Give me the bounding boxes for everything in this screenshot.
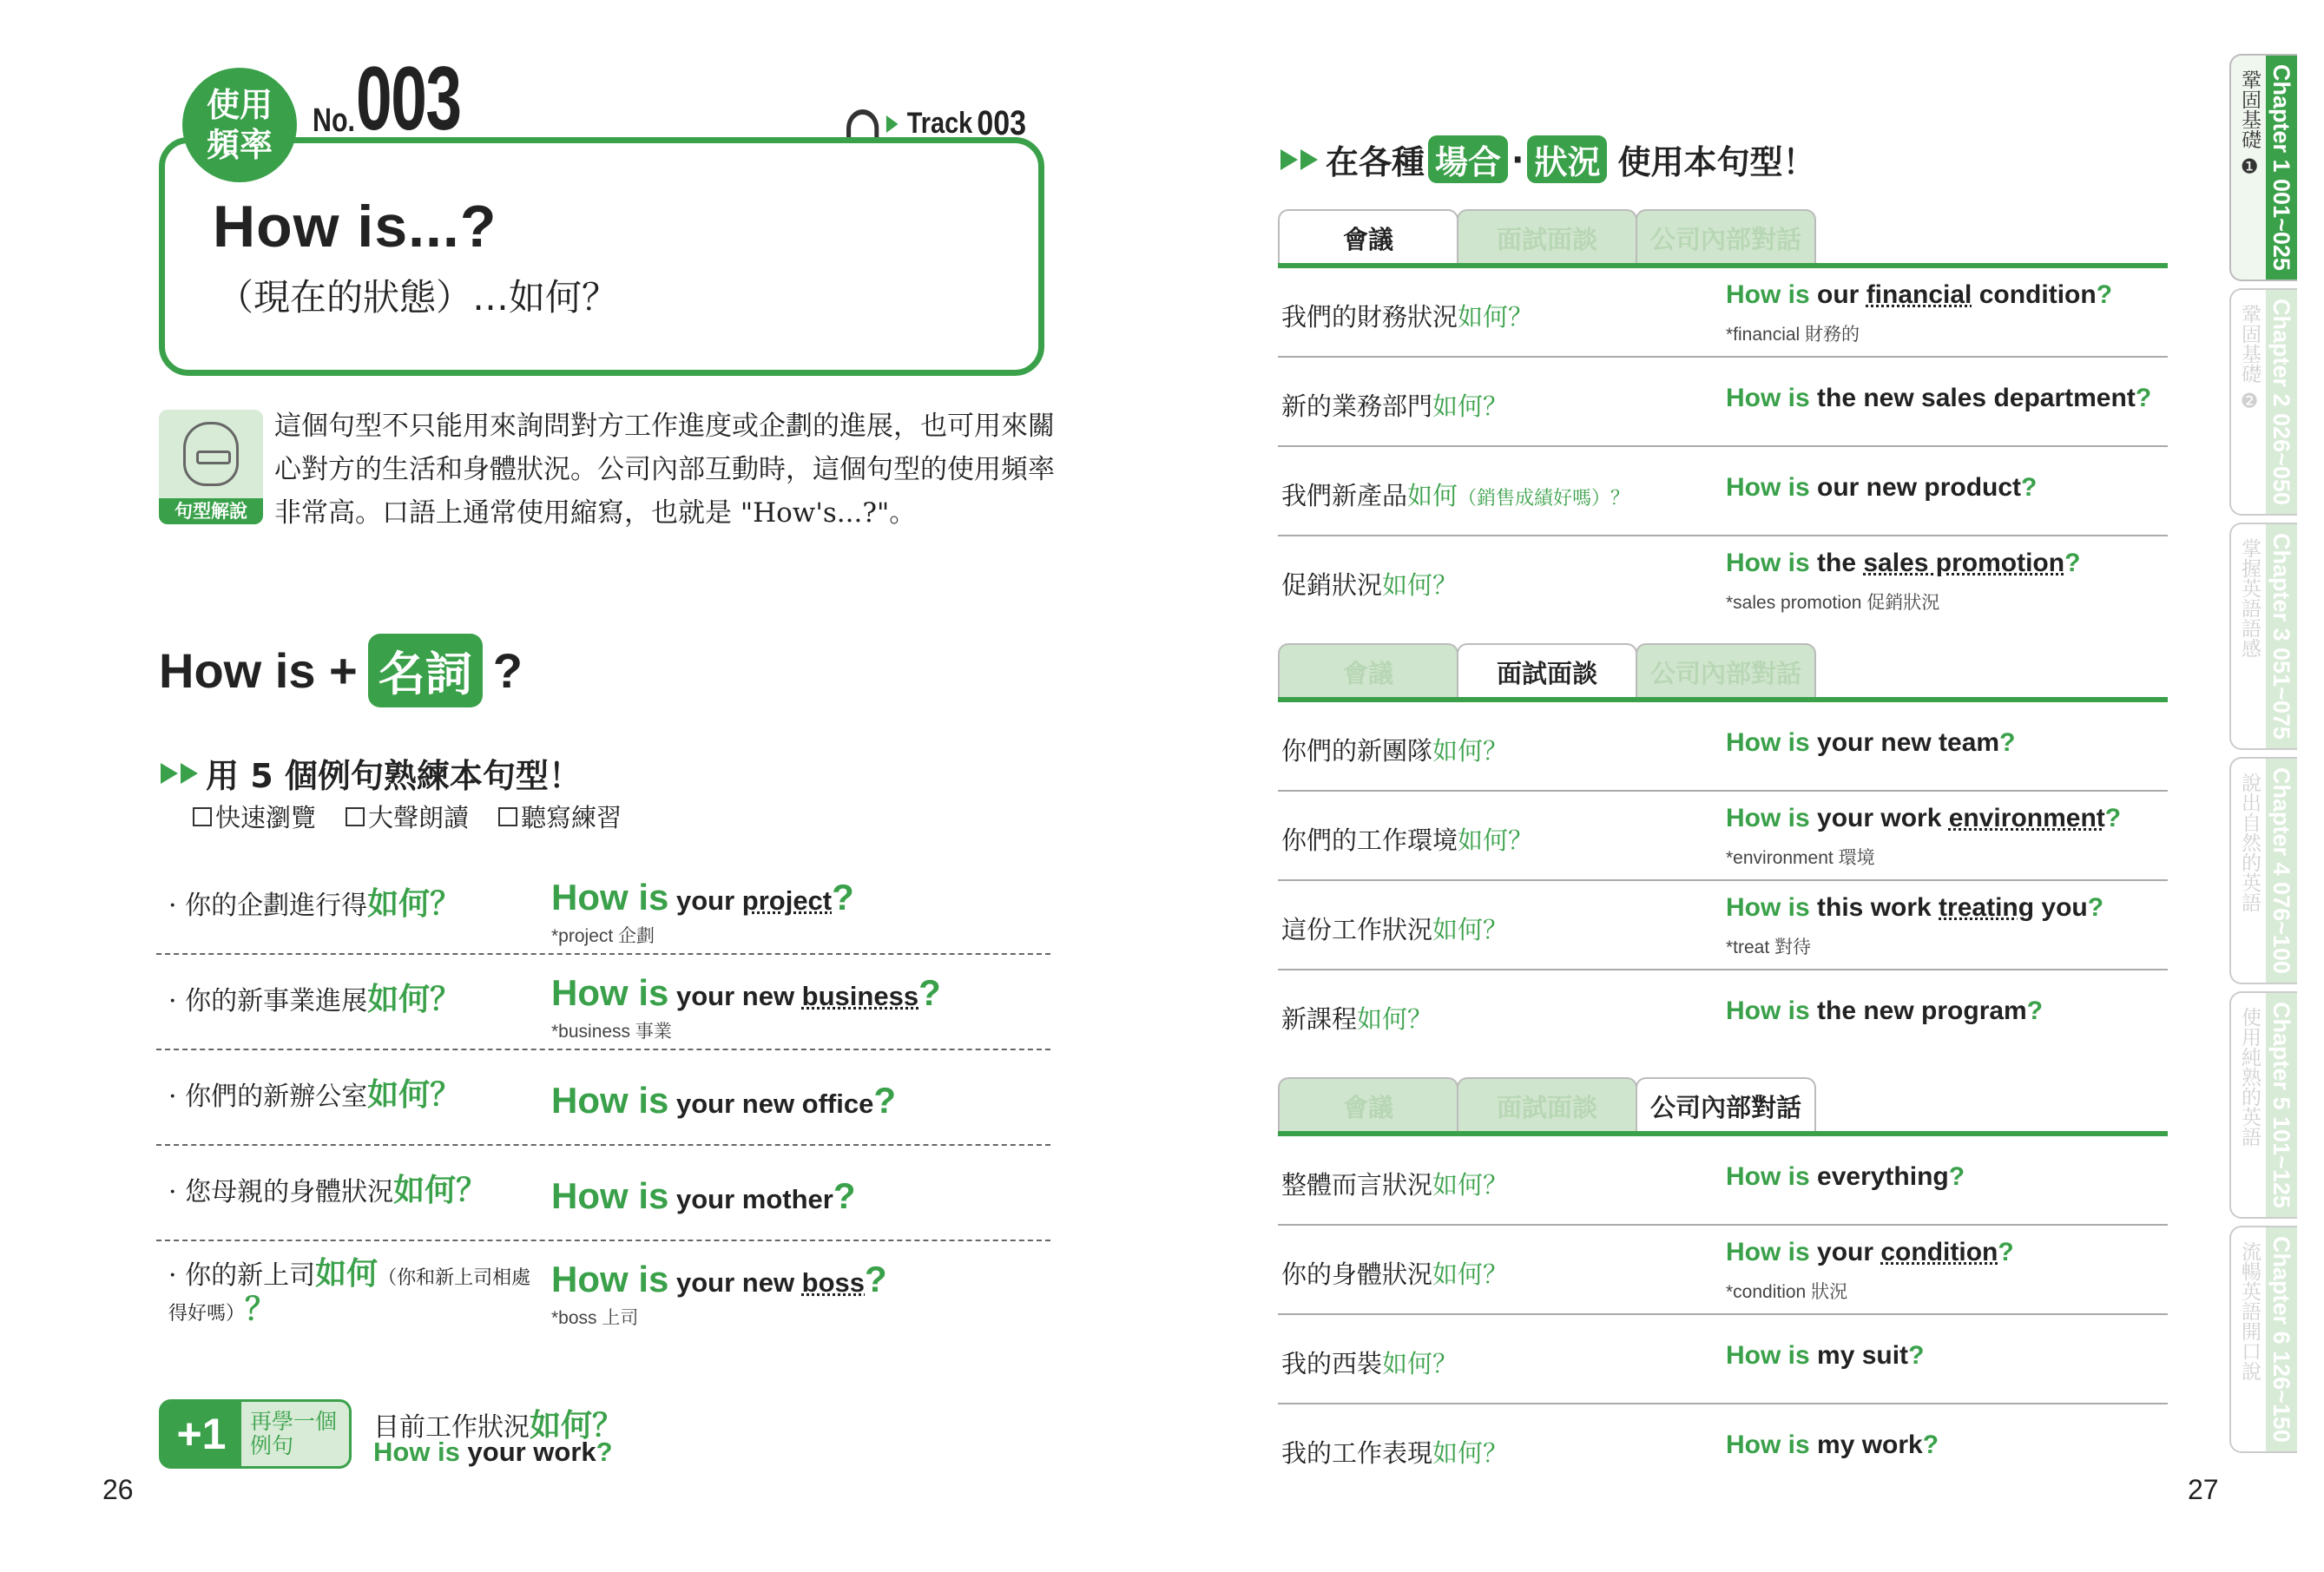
chapter-label: Chapter 3 051~075 xyxy=(2266,524,2297,748)
vocab-note: *environment 環境 xyxy=(1726,848,1875,868)
sentence-table-meeting xyxy=(1278,268,2168,626)
frequency-badge xyxy=(182,68,297,182)
chapter-label: Chapter 1 001~025 xyxy=(2266,56,2297,280)
chapter-subtitle: 鞏固基礎 ❷ xyxy=(2238,304,2261,413)
sentence-chinese: 新的業務部門如何？ xyxy=(1281,391,1509,421)
chapter-label: Chapter 2 026~050 xyxy=(2266,290,2297,514)
sentence-english: How is your work environment? xyxy=(1726,804,2122,832)
chapter-subtitle: 掌握英語語感 xyxy=(2238,538,2261,658)
usage-pill-condition: 狀況 xyxy=(1527,135,1607,183)
bonus-label: 再學一個 例句 xyxy=(250,1409,338,1458)
checkbox-label: 快速瀏覽 xyxy=(215,803,317,832)
headphones-icon xyxy=(846,109,879,139)
example-english: How is your project? xyxy=(551,877,854,918)
sentence-english: How is everything? xyxy=(1726,1162,1965,1191)
tab-interview[interactable]: 面試面談 xyxy=(1457,209,1637,266)
vocab-note: *business 事業 xyxy=(551,1022,672,1042)
sentence-chinese: 我們新產品如何（銷售成績好嗎）？ xyxy=(1281,481,1630,510)
chapter-subtitle: 說出自然的英語 xyxy=(2238,773,2261,912)
play-icon xyxy=(886,115,899,133)
double-arrow-icon xyxy=(161,763,201,784)
sentence-row xyxy=(1278,702,2168,792)
chapter-tab-2[interactable] xyxy=(2229,288,2297,516)
sentence-chinese: 你們的新團隊如何？ xyxy=(1281,736,1509,766)
sentence-table-internal xyxy=(1278,1136,2168,1494)
page-number-left: 26 xyxy=(102,1474,134,1505)
noun-pill: 名詞 xyxy=(368,634,483,707)
example-row xyxy=(156,859,1050,955)
pattern-number: 003 xyxy=(356,49,461,149)
sentence-chinese: 我們的財務狀況如何？ xyxy=(1281,302,1534,332)
example-list xyxy=(156,859,1050,1337)
sentence-row xyxy=(1278,268,2168,358)
example-row xyxy=(156,1241,1050,1337)
track-number: 003 xyxy=(977,104,1027,142)
chapter-label: Chapter 5 101~125 xyxy=(2266,993,2297,1217)
tab-internal[interactable]: 公司內部對話 xyxy=(1636,643,1816,700)
sentence-english: How is my suit? xyxy=(1726,1341,1925,1370)
checkbox-icon xyxy=(193,807,212,826)
example-chinese: · 你的新事業進展如何？ xyxy=(168,982,462,1017)
tab-internal[interactable]: 公司內部對話 xyxy=(1636,1077,1816,1135)
checkbox-label: 大聲朗讀 xyxy=(368,803,470,832)
sentence-chinese: 你的身體狀況如何？ xyxy=(1281,1260,1509,1289)
example-chinese: · 您母親的身體狀況如何？ xyxy=(168,1173,488,1208)
vocab-note: *project 企劃 xyxy=(551,926,655,946)
chapter-subtitle: 流暢英語開口說 xyxy=(2238,1241,2261,1381)
sentence-row xyxy=(1278,1226,2168,1315)
example-english: How is your mother? xyxy=(551,1175,856,1216)
teacher-face-icon xyxy=(183,422,239,486)
chapter-tab-4[interactable] xyxy=(2229,757,2297,984)
sentence-chinese: 促銷狀況如何？ xyxy=(1281,570,1458,600)
number-label: No. xyxy=(313,102,355,139)
frequency-badge-line1: 使用 xyxy=(206,86,273,124)
sentence-row xyxy=(1278,881,2168,970)
sentence-row xyxy=(1278,1136,2168,1226)
chapter-tab-1[interactable] xyxy=(2229,54,2297,281)
vocab-note: *condition 狀況 xyxy=(1726,1282,1848,1302)
sentence-row xyxy=(1278,1315,2168,1404)
sentence-chinese: 我的工作表現如何？ xyxy=(1281,1438,1509,1468)
example-chinese: · 你的新上司如何（你和新上司相處得好嗎）？ xyxy=(168,1256,531,1327)
checkbox-skim[interactable] xyxy=(193,799,316,834)
pattern-heading-prefix: How is + xyxy=(159,643,358,698)
sentence-row xyxy=(1278,536,2168,626)
vocab-note: *boss 上司 xyxy=(551,1308,639,1328)
practice-heading xyxy=(161,749,582,797)
plus-one-label: +1 xyxy=(161,1402,241,1466)
sentence-table-interview xyxy=(1278,702,2168,1060)
practice-heading-text: 用 5 個例句熟練本句型！ xyxy=(206,757,582,795)
sentence-chinese: 新課程如何？ xyxy=(1281,1004,1433,1034)
example-chinese: · 你的企劃進行得如何？ xyxy=(168,886,462,922)
chapter-subtitle: 鞏固基礎 ❶ xyxy=(2238,69,2261,179)
chapter-tab-3[interactable] xyxy=(2229,523,2297,750)
sentence-row xyxy=(1278,447,2168,536)
double-arrow-icon xyxy=(1281,149,1320,170)
track-label: Track xyxy=(906,107,973,140)
example-row xyxy=(156,955,1050,1050)
checkbox-icon xyxy=(498,807,517,826)
practice-checkboxes xyxy=(193,799,622,834)
example-english: How is your new office? xyxy=(551,1080,896,1121)
sentence-row xyxy=(1278,1404,2168,1494)
example-row xyxy=(156,1050,1050,1146)
sentence-chinese: 這份工作狀況如何？ xyxy=(1281,915,1509,944)
frequency-badge-line2: 頻率 xyxy=(206,126,273,164)
sentence-english: How is the new sales department? xyxy=(1726,384,2152,412)
pattern-heading-suffix: ? xyxy=(492,643,523,698)
explanation-text: 這個句型不只能用來詢問對方工作進度或企劃的進展，也可用來關心對方的生活和身體狀況。公司內部互動時，這個句型的使用頻率非常高。口語上通常使用縮寫，也就是 "How's...?"。 xyxy=(274,411,1055,529)
checkbox-read-aloud[interactable] xyxy=(346,799,469,834)
page-number-right: 27 xyxy=(2188,1474,2219,1505)
bonus-example-badge xyxy=(159,1399,352,1469)
sentence-english: How is my work? xyxy=(1726,1431,1939,1459)
vocab-note: *sales promotion 促銷狀況 xyxy=(1726,593,1940,613)
example-chinese: · 你們的新辦公室如何？ xyxy=(168,1077,462,1113)
sentence-english: How is the sales promotion? xyxy=(1726,549,2081,577)
checkbox-dictation[interactable] xyxy=(498,799,622,834)
pattern-heading xyxy=(159,634,523,707)
tab-meeting[interactable]: 會議 xyxy=(1278,209,1458,266)
pattern-subtitle: （現在的狀態）…如何？ xyxy=(217,276,619,319)
sentence-row xyxy=(1278,970,2168,1060)
chapter-tab-5[interactable] xyxy=(2229,991,2297,1219)
tab-interview[interactable]: 面試面談 xyxy=(1457,643,1637,700)
example-english: How is your new boss? xyxy=(551,1259,887,1299)
chapter-label: Chapter 4 076~100 xyxy=(2266,759,2297,983)
sentence-english: How is this work treating you? xyxy=(1726,893,2104,922)
tab-meeting[interactable]: 會議 xyxy=(1278,643,1458,700)
tab-interview[interactable]: 面試面談 xyxy=(1457,1077,1637,1135)
usage-pill-situation: 場合 xyxy=(1428,135,1508,183)
sentence-chinese: 你們的工作環境如何？ xyxy=(1281,825,1534,855)
sentence-english: How is the new program? xyxy=(1726,996,2044,1025)
sentence-row xyxy=(1278,358,2168,447)
chapter-label: Chapter 6 126~150 xyxy=(2266,1227,2297,1451)
example-english: How is your new business? xyxy=(551,972,941,1013)
pattern-title: How is...? xyxy=(213,194,497,260)
example-row xyxy=(156,1146,1050,1241)
sentence-chinese: 整體而言狀況如何？ xyxy=(1281,1170,1509,1200)
chapter-side-tabs xyxy=(2229,54,2297,1460)
explanation-icon-label: 句型解說 xyxy=(159,498,263,524)
scenario-tabs xyxy=(1278,643,1814,700)
scenario-tabs xyxy=(1278,209,1814,266)
tab-meeting[interactable]: 會議 xyxy=(1278,1077,1458,1135)
sentence-english: How is your condition? xyxy=(1726,1238,2014,1266)
chapter-subtitle: 使用純熟的英語 xyxy=(2238,1007,2261,1147)
vocab-note: *treat 對待 xyxy=(1726,937,1812,957)
checkbox-label: 聽寫練習 xyxy=(521,803,622,832)
chapter-tab-6[interactable] xyxy=(2229,1226,2297,1453)
bonus-chinese: 目前工作狀況如何？ xyxy=(373,1408,624,1444)
vocab-note: *financial 財務的 xyxy=(1726,325,1860,345)
bonus-english: How is your work? xyxy=(373,1437,613,1467)
sentence-row xyxy=(1278,792,2168,881)
sentence-chinese: 我的西裝如何？ xyxy=(1281,1349,1458,1378)
sentence-english: How is your new team? xyxy=(1726,728,2016,757)
sentence-english: How is our financial condition? xyxy=(1726,280,2113,309)
usage-heading: 在各種 場合 · 狀況 使用本句型！ xyxy=(1281,135,1816,183)
explanation-icon xyxy=(159,410,263,524)
scenario-tabs xyxy=(1278,1077,1814,1135)
sentence-english: How is our new product? xyxy=(1726,473,2038,502)
checkbox-icon xyxy=(346,807,365,826)
tab-internal[interactable]: 公司內部對話 xyxy=(1636,209,1816,266)
